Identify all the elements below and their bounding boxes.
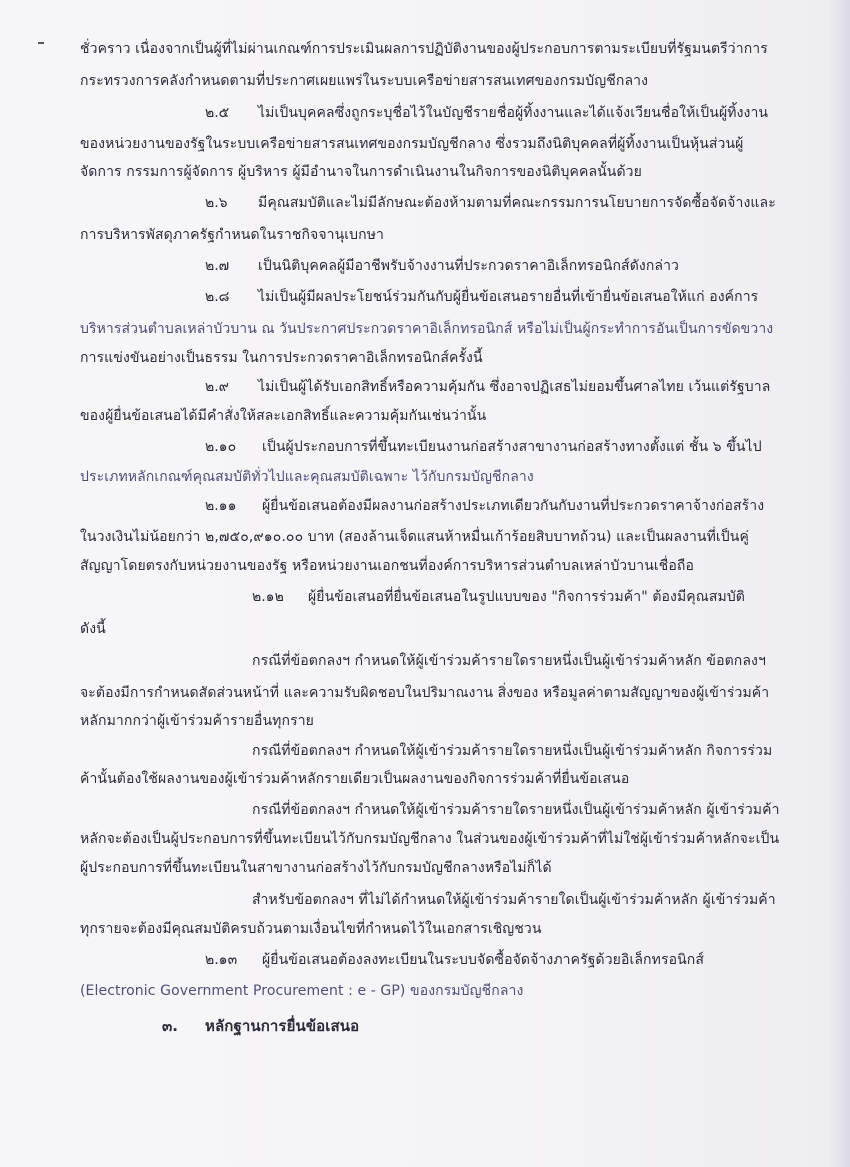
item-number: ๒.๑๑	[205, 498, 237, 514]
text-line: ของหน่วยงานของรัฐในระบบเครือข่ายสารสนเทศของกรมบัญชีกลาง ซึ่งรวมถึงนิติบุคคลที่ผู้ทิ้งงานเป็นหุ้นส่วนผู้	[80, 136, 744, 152]
text-line: เป็นผู้ประกอบการที่ขึ้นทะเบียนงานก่อสร้างสาขางานก่อสร้างทางตั้งแต่ ชั้น ๖ ขึ้นไป	[262, 439, 762, 455]
text-line: ผู้ยื่นข้อเสนอต้องมีผลงานก่อสร้างประเภทเดียวกันกับงานที่ประกวดราคาจ้างก่อสร้าง	[262, 498, 765, 514]
text-line: เป็นนิติบุคคลผู้มีอาชีพรับจ้างงานที่ประกวดราคาอิเล็กทรอนิกส์ดังกล่าว	[258, 258, 680, 274]
text-line: (Electronic Government Procurement : e - GP) ของกรมบัญชีกลาง	[80, 983, 524, 999]
text-line: จัดการ กรรมการผู้จัดการ ผู้บริหาร ผู้มีอำนาจในการดำเนินงานในกิจการของนิติบุคคลนั้นด้วย	[80, 164, 642, 180]
text-line: กรณีที่ข้อตกลงฯ กำหนดให้ผู้เข้าร่วมค้ารายใดรายหนึ่งเป็นผู้เข้าร่วมค้าหลัก กิจการร่วม	[252, 743, 773, 759]
page-edge-shadow	[828, 0, 850, 1167]
text-line: ผู้ยื่นข้อเสนอที่ยื่นข้อเสนอในรูปแบบของ "กิจการร่วมค้า" ต้องมีคุณสมบัติ	[308, 589, 745, 605]
text-line: ประเภทหลักเกณฑ์คุณสมบัติทั่วไปและคุณสมบัติเฉพาะ ไว้กับกรมบัญชีกลาง	[80, 469, 534, 485]
text-line: กรณีที่ข้อตกลงฯ กำหนดให้ผู้เข้าร่วมค้ารายใดรายหนึ่งเป็นผู้เข้าร่วมค้าหลัก ผู้เข้าร่วมค้า	[252, 802, 780, 818]
item-number: ๒.๑๓	[205, 952, 238, 968]
text-line: บริหารส่วนตำบลเหล่าบัวบาน ณ วันประกาศประกวดราคาอิเล็กทรอนิกส์ หรือไม่เป็นผู้กระทำการอันเป็นการขัดขวาง	[80, 321, 774, 337]
text-line: มีคุณสมบัติและไม่มีลักษณะต้องห้ามตามที่คณะกรรมการนโยบายการจัดซื้อจัดจ้างและ	[258, 195, 776, 211]
text-line: ของผู้ยื่นข้อเสนอได้มีคำสั่งให้สละเอกสิทธิ์และความคุ้มกันเช่นว่านั้น	[80, 408, 487, 424]
text-line: ผู้ยื่นข้อเสนอต้องลงทะเบียนในระบบจัดซื้อจัดจ้างภาครัฐด้วยอิเล็กทรอนิกส์	[262, 952, 704, 968]
text-line: สัญญาโดยตรงกับหน่วยงานของรัฐ หรือหน่วยงานเอกชนที่องค์การบริหารส่วนตำบลเหล่าบัวบานเชื่อถือ	[80, 558, 694, 574]
text-line: ทุกรายจะต้องมีคุณสมบัติครบถ้วนตามเงื่อนไขที่กำหนดไว้ในเอกสารเชิญชวน	[80, 921, 542, 937]
section-number: ๓.	[162, 1017, 178, 1035]
item-number: ๒.๕	[205, 105, 230, 121]
text-line: จะต้องมีการกำหนดสัดส่วนหน้าที่ และความรับผิดชอบในปริมาณงาน สิ่งของ หรือมูลค่าตามสัญญาของผู้เข้าร่วมค้า	[80, 685, 770, 701]
text-line: กรณีที่ข้อตกลงฯ กำหนดให้ผู้เข้าร่วมค้ารายใดรายหนึ่งเป็นผู้เข้าร่วมค้าหลัก ข้อตกลงฯ	[252, 653, 766, 669]
text-line: การบริหารพัสดุภาครัฐกำหนดในราชกิจจานุเบกษา	[80, 227, 385, 243]
scan-mark	[38, 42, 44, 44]
item-number: ๒.๖	[205, 195, 228, 211]
item-number: ๒.๘	[205, 289, 230, 305]
item-number: ๒.๗	[205, 258, 230, 274]
text-line: การแข่งขันอย่างเป็นธรรม ในการประกวดราคาอิเล็กทรอนิกส์ครั้งนี้	[80, 350, 483, 366]
text-line: กระทรวงการคลังกำหนดตามที่ประกาศเผยแพร่ในระบบเครือข่ายสารสนเทศของกรมบัญชีกลาง	[80, 73, 649, 89]
text-line: ดังนี้	[80, 621, 106, 637]
item-number: ๒.๑๐	[205, 439, 237, 455]
text-line: ไม่เป็นผู้มีผลประโยชน์ร่วมกันกับผู้ยื่นข้อเสนอรายอื่นที่เข้ายื่นข้อเสนอให้แก่ องค์การ	[258, 289, 759, 305]
text-line: สำหรับข้อตกลงฯ ที่ไม่ได้กำหนดให้ผู้เข้าร่วมค้ารายใดเป็นผู้เข้าร่วมค้าหลัก ผู้เข้าร่วมค้า	[252, 892, 776, 908]
text-line: ไม่เป็นบุคคลซึ่งถูกระบุชื่อไว้ในบัญชีรายชื่อผู้ทิ้งงานและได้แจ้งเวียนชื่อให้เป็นผู้ทิ้งงาน	[258, 105, 769, 121]
text-line: ค้านั้นต้องใช้ผลงานของผู้เข้าร่วมค้าหลักรายเดียวเป็นผลงานของกิจการร่วมค้าที่ยื่นข้อเสนอ	[80, 771, 630, 787]
section-heading: หลักฐานการยื่นข้อเสนอ	[205, 1017, 360, 1035]
text-line: ในวงเงินไม่น้อยกว่า ๒,๗๕๐,๙๑๐.๐๐ บาท (สองล้านเจ็ดแสนห้าหมื่นเก้าร้อยสิบบาทถ้วน) และเป็นผลงานที่เป็นคู่	[80, 529, 749, 545]
text-line: ผู้ประกอบการที่ขึ้นทะเบียนในสาขางานก่อสร้างไว้กับกรมบัญชีกลางหรือไม่ก็ได้	[80, 860, 552, 876]
text-line: ไม่เป็นผู้ได้รับเอกสิทธิ์หรือความคุ้มกัน ซึ่งอาจปฏิเสธไม่ยอมขึ้นศาลไทย เว้นแต่รัฐบาล	[258, 379, 771, 395]
item-number: ๒.๙	[205, 379, 229, 395]
item-number: ๒.๑๒	[252, 589, 284, 605]
text-line: ชั่วคราว เนื่องจากเป็นผู้ที่ไม่ผ่านเกณฑ์การประเมินผลการปฏิบัติงานของผู้ประกอบการตามระเบียบที่รัฐมนตรีว่าการ	[80, 41, 768, 57]
text-line: หลักมากกว่าผู้เข้าร่วมค้ารายอื่นทุกราย	[80, 713, 314, 729]
text-line: หลักจะต้องเป็นผู้ประกอบการที่ขึ้นทะเบียนไว้กับกรมบัญชีกลาง ในส่วนของผู้เข้าร่วมค้าที่ไม่ใช่ผู้เข้าร่วมค้าหลักจะเป็น	[80, 831, 780, 847]
